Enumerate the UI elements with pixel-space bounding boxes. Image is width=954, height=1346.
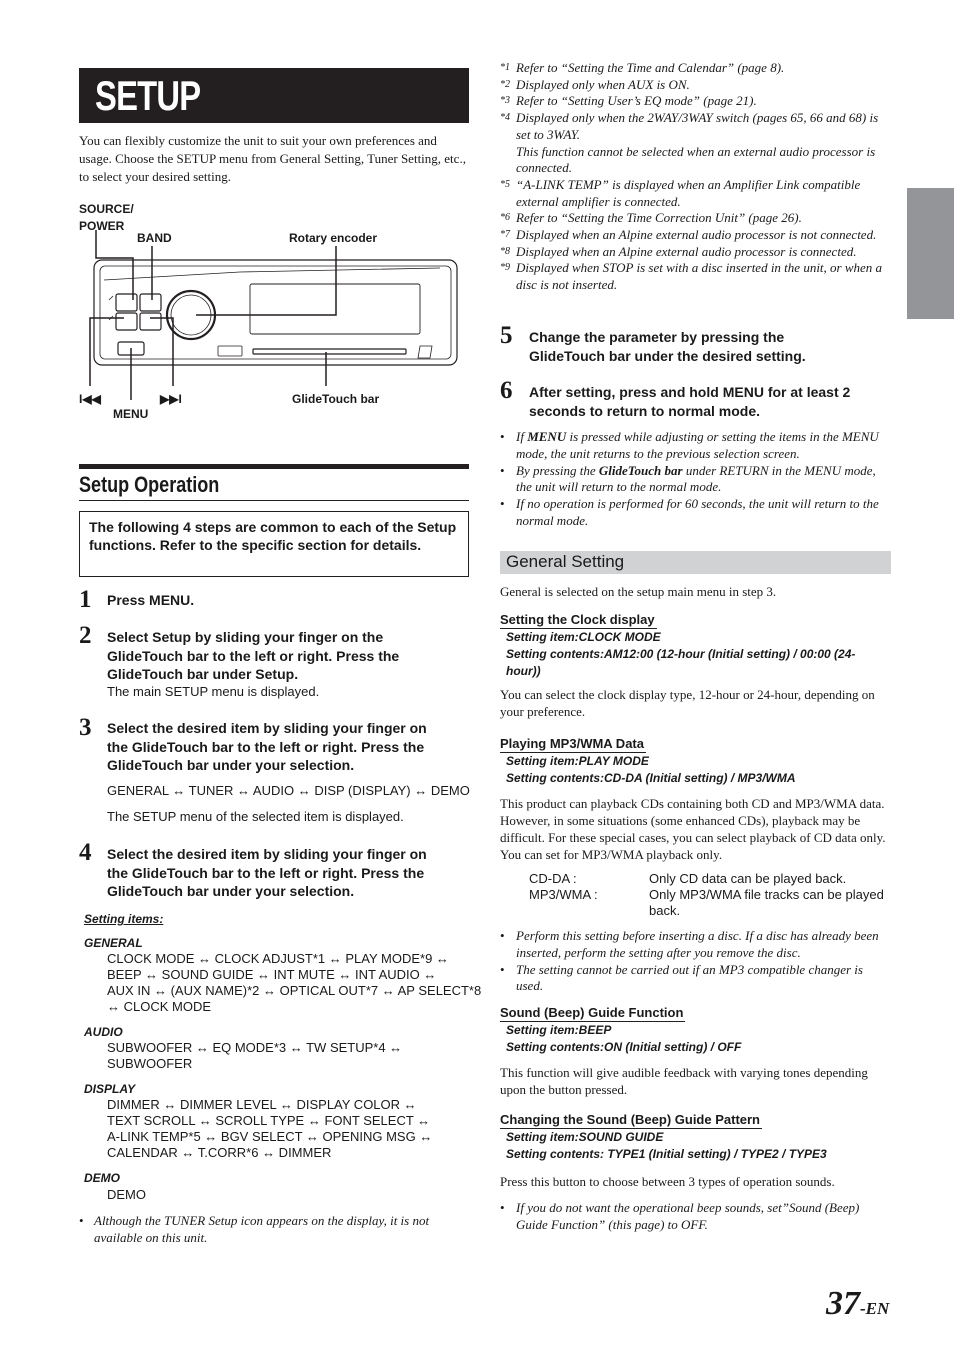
clock-item: Setting item:CLOCK MODE (506, 630, 661, 644)
opt-mp3-text: Only MP3/WMA file tracks can be played back. (649, 887, 884, 918)
bullet-note: • If you do not want the operational beep sounds, set”Sound (Beep) Guide Function” (this page) to OFF. (500, 1200, 860, 1232)
step-number: 2 (79, 622, 92, 649)
clock-title: Setting the Clock display (500, 612, 655, 627)
label-menu: MENU (113, 407, 149, 421)
footnote: *1 Refer to “Setting the Time and Calendar” (page 8). (500, 60, 785, 75)
step-number: 1 (79, 586, 92, 613)
demo-items: DEMO (107, 1187, 146, 1202)
step-3-result: The SETUP menu of the selected item is displayed. (107, 809, 404, 824)
display-items: DIMMER ↔ DIMMER LEVEL ↔ DISPLAY COLOR ↔ TEXT SCROLL ↔ SCROLL TYPE ↔ FONT SELECT ↔ A-LINK TEMP*5 ↔ BGV SELECT ↔ OPENING MSG ↔ CALENDAR ↔ T.CORR*6 ↔ DIMMER (107, 1097, 433, 1160)
beep-body: This function will give audible feedback with varying tones depending upon the button pressed. (500, 1065, 868, 1097)
play-item: Setting item:PLAY MODE (506, 754, 649, 768)
footnote: *8 Displayed when an Alpine external audio processor is connected. (500, 243, 857, 259)
tuner-note: • Although the TUNER Setup icon appears on the display, it is not available on this unit. (79, 1213, 430, 1245)
beep-item: Setting item:BEEP (506, 1023, 612, 1037)
label-band: BAND (137, 231, 172, 245)
general-items: CLOCK MODE ↔ CLOCK ADJUST*1 ↔ PLAY MODE*9 ↔ BEEP ↔ SOUND GUIDE ↔ INT MUTE ↔ INT AUDIO ↔ AUX IN ↔ (AUX NAME)*2 ↔ OPTICAL OUT*7 ↔ AP SELECT*8 ↔ CLOCK MODE (107, 951, 482, 1014)
bullet-note: • Perform this setting before inserting a disc. If a disc has already been inserted, perform the setting after you remove the disc. (500, 928, 879, 960)
step-3-text: Select the desired item by sliding your finger on the GlideTouch bar to the left or right. Press the GlideTouch bar under your selection. (107, 720, 427, 773)
clock-contents: Setting contents:AM12:00 (12-hour (Initial setting) / 00:00 (24- hour)) (506, 647, 856, 678)
page-number: 37-EN (826, 1285, 890, 1322)
step-4-text: Select the desired item by sliding your finger on the GlideTouch bar to the left or right. Press the GlideTouch bar under your selection. (107, 846, 427, 899)
setup-operation-heading: Setup Operation (79, 464, 469, 501)
general-label: GENERAL (84, 936, 143, 950)
label-rotary-encoder: Rotary encoder (289, 231, 378, 245)
step-5-text: Change the parameter by pressing the GlideTouch bar under the desired setting. (529, 329, 806, 364)
label-source-power: SOURCE/ POWER (79, 202, 134, 233)
opt-cdda-text: Only CD data can be played back. (649, 871, 847, 886)
play-section (500, 735, 892, 863)
step-number: 4 (79, 839, 92, 866)
source-power-button (116, 294, 137, 311)
menu-notes (500, 429, 892, 530)
step-number: 6 (500, 377, 513, 404)
pattern-section (500, 1111, 892, 1234)
bullet-note: • If MENU is pressed while adjusting or setting the items in the MENU mode, the unit returns to the previous selection screen. (500, 429, 879, 461)
label-next-track: ▶▶I (160, 392, 182, 406)
footnote: *2 Displayed only when AUX is ON. (500, 76, 690, 92)
clock-section (500, 611, 892, 720)
step-number: 3 (79, 714, 92, 741)
footnote: *5 “A-LINK TEMP” is displayed when an Amplifier Link compatible external amplifier is connected. (500, 176, 861, 209)
step-2-result: The main SETUP menu is displayed. (107, 684, 320, 699)
opt-cdda-label: CD-DA : (529, 871, 577, 886)
beep-contents: Setting contents:ON (Initial setting) / OFF (506, 1040, 742, 1054)
play-contents: Setting contents:CD-DA (Initial setting) / MP3/WMA (506, 771, 796, 785)
footnotes (500, 60, 892, 294)
band-button (140, 294, 161, 311)
play-title: Playing MP3/WMA Data (500, 736, 644, 751)
step-number: 5 (500, 322, 513, 349)
bullet-note: • The setting cannot be carried out if an MP3 compatible changer is used. (500, 961, 863, 994)
step-2-text: Select Setup by sliding your finger on the GlideTouch bar to the left or right. Press the GlideTouch bar under Setup. (107, 629, 400, 682)
bullet-note: • By pressing the GlideTouch bar under RETURN in the MENU mode, the unit will return to the normal mode. (500, 462, 876, 495)
intro-text: You can flexibly customize the unit to suit your own preferences and usage. Choose the SETUP menu from General Setting, Tuner Setting, etc., to select your desired setting. (79, 133, 466, 184)
audio-items: SUBWOOFER ↔ EQ MODE*3 ↔ TW SETUP*4 ↔ SUBWOOFER (107, 1040, 403, 1071)
footnote: *7 Displayed when an Alpine external audio processor is not connected. (500, 227, 877, 243)
play-body: This product can playback CDs containing both CD and MP3/WMA data. However, in some situations (some enhanced CDs), playback may be difficult. For these special cases, you can select playback of CD data only. You can set for MP3/WMA playback only. (500, 796, 886, 862)
clock-body: You can select the clock display type, 12-hour or 24-hour, depending on your preference. (500, 687, 875, 719)
general-setting-intro: General is selected on the setup main menu in step 3. (500, 584, 777, 599)
footnote: *3 Refer to “Setting User’s EQ mode” (page 21). (500, 93, 757, 109)
display-window (250, 284, 420, 334)
step-6-text: After setting, press and hold MENU for at least 2 seconds to return to normal mode. (529, 384, 851, 419)
footnote: *9 Displayed when STOP is set with a disc inserted in the unit, or when a disc is not inserted. (500, 260, 883, 293)
pattern-body: Press this button to choose between 3 types of operation sounds. (500, 1174, 835, 1189)
page-title: SETUP (95, 72, 201, 119)
footnote: *4 Displayed only when the 2WAY/3WAY switch (pages 65, 66 and 68) is set to 3WAY. This function cannot be selected when an external audio processor is connected. (500, 110, 879, 176)
step-3-menu-sequence: GENERAL ↔ TUNER ↔ AUDIO ↔ DISP (DISPLAY) ↔ DEMO (107, 783, 470, 798)
prev-button (116, 313, 137, 330)
opt-mp3-label: MP3/WMA : (529, 887, 598, 902)
play-notes (500, 928, 892, 995)
bullet-note: • If no operation is performed for 60 seconds, the unit will return to the normal mode. (500, 496, 879, 528)
beep-title: Sound (Beep) Guide Function (500, 1005, 684, 1020)
general-setting-heading: General Setting (500, 551, 891, 574)
pattern-contents: Setting contents: TYPE1 (Initial setting) / TYPE2 / TYPE3 (506, 1147, 827, 1161)
setting-items-label: Setting items: (84, 912, 164, 926)
audio-label: AUDIO (84, 1025, 123, 1039)
display-label: DISPLAY (84, 1082, 136, 1096)
pattern-title: Changing the Sound (Beep) Guide Pattern (500, 1112, 760, 1127)
glidetouch-bar (253, 349, 406, 354)
beep-section (500, 1004, 892, 1098)
pattern-item: Setting item:SOUND GUIDE (506, 1130, 664, 1144)
step-1-text: Press MENU. (107, 592, 195, 608)
label-prev-track: I◀◀ (79, 392, 101, 406)
next-button (140, 313, 161, 330)
demo-label: DEMO (84, 1171, 120, 1185)
section-tab (907, 188, 954, 319)
footnote: *6 Refer to “Setting the Time Correction Unit” (page 26). (500, 210, 802, 226)
label-glidetouch: GlideTouch bar (292, 392, 380, 406)
setup-note-box: The following 4 steps are common to each of the Setup functions. Refer to the specific section for details. (79, 511, 469, 577)
